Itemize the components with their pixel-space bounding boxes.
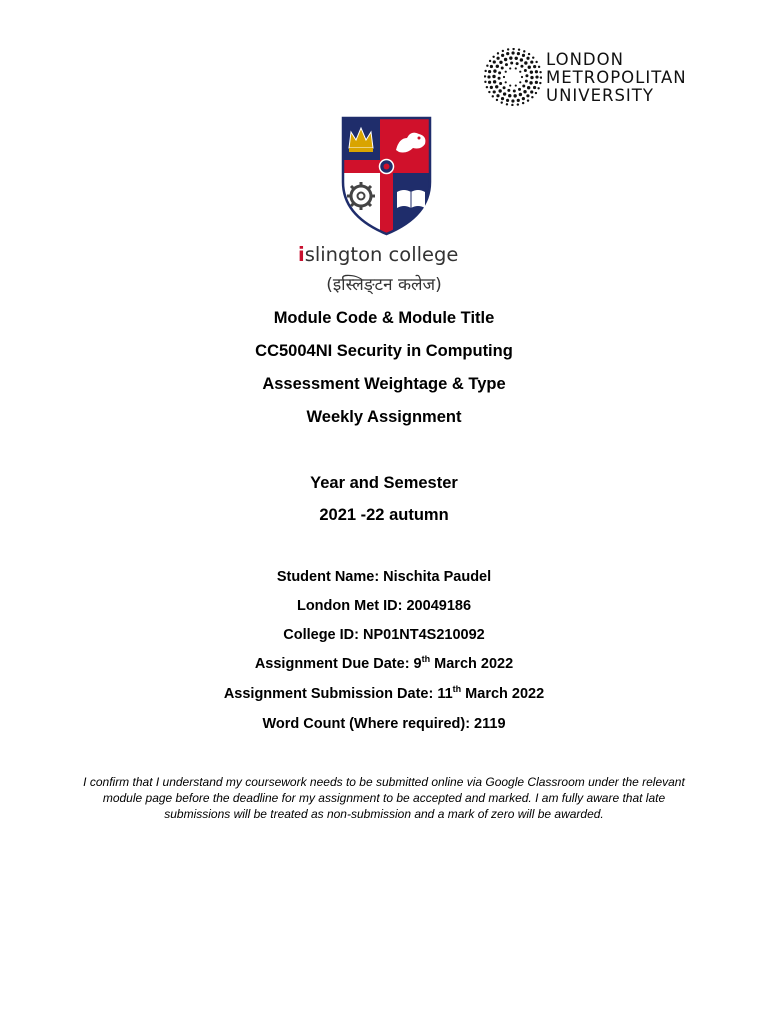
london-met-wordmark <box>546 51 687 105</box>
college-id: College ID: NP01NT4S210092 <box>283 627 485 643</box>
london-met-logo <box>484 48 704 108</box>
due-date <box>0 656 768 672</box>
due-date-ordinal: th <box>421 654 431 665</box>
london-met-emblem-icon <box>484 48 542 106</box>
assessment-heading: Assessment Weightage & Type <box>262 375 506 393</box>
due-date-prefix: Assignment Due Date: 9 <box>254 656 422 672</box>
lmu-line-1: LONDON <box>546 50 624 69</box>
submission-date-suffix: March 2022 <box>461 686 545 702</box>
student-name: Student Name: Nischita Paudel <box>276 569 492 585</box>
submission-date-ordinal: th <box>452 684 462 695</box>
module-value: CC5004NI Security in Computing <box>255 342 513 360</box>
islington-college-native-name: (इस्लिङ्टन कलेज) <box>326 275 442 295</box>
islington-college-wordmark <box>298 243 488 266</box>
word-count: Word Count (Where required): 2119 <box>262 716 506 732</box>
due-date-suffix: March 2022 <box>430 656 514 672</box>
islington-name-text: slington college <box>304 243 459 266</box>
module-heading: Module Code & Module Title <box>273 309 495 327</box>
submission-date-prefix: Assignment Submission Date: 11 <box>223 686 453 702</box>
year-heading: Year and Semester <box>310 474 458 492</box>
assessment-value: Weekly Assignment <box>306 408 462 426</box>
islington-i-mark: i <box>298 243 305 266</box>
islington-crest-icon <box>341 116 432 236</box>
lmu-line-3: UNIVERSITY <box>546 86 654 105</box>
submission-date <box>0 686 768 702</box>
lmu-line-2: METROPOLITAN <box>546 68 687 87</box>
london-met-id: London Met ID: 20049186 <box>296 598 472 614</box>
year-value: 2021 -22 autumn <box>319 506 449 524</box>
declaration-text: I confirm that I understand my coursework needs to be submitted online via Google Classroom under the relevant module page before the deadline for my assignment to be accepted and marked. I am fully aware that late submissions will be treated as non-submission and a mark of zero will be awarded. <box>83 775 685 821</box>
